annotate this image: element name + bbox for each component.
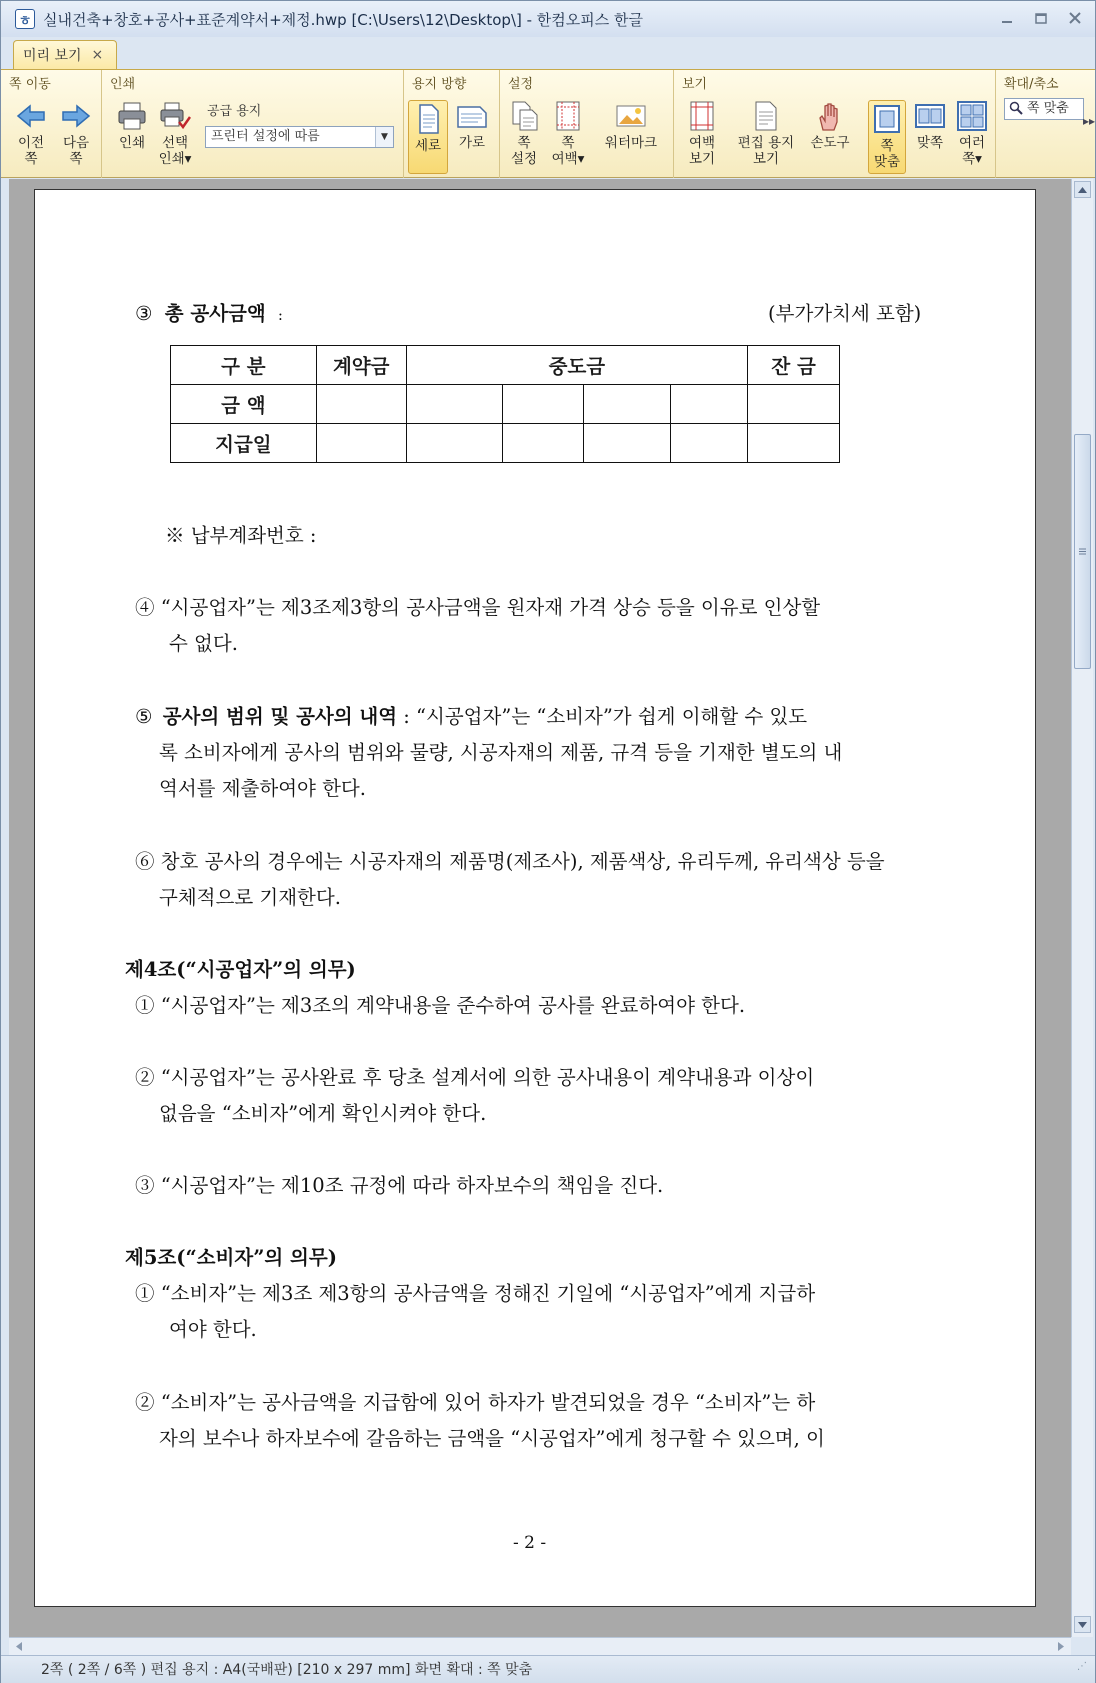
multi-page-button[interactable] — [952, 100, 992, 167]
scroll-thumb[interactable] — [1074, 434, 1091, 669]
portrait-page-icon — [412, 103, 444, 135]
article-5-1-line-2: 여야 한다. — [169, 1318, 257, 1341]
document-page — [34, 189, 1036, 1607]
minimize-button[interactable] — [995, 7, 1019, 29]
clause-3-3-line — [135, 298, 283, 326]
preview-ribbon — [1, 69, 1095, 178]
table-header-cell: 잔 금 — [748, 346, 840, 385]
account-number-note: ※ 납부계좌번호 : — [165, 524, 317, 547]
table-cell — [502, 385, 584, 424]
multi-page-label-2: 쪽▾ — [962, 151, 982, 167]
article-5-2-line-2: 자의 보수나 하자보수에 갈음하는 금액을 “시공업자”에게 청구할 수 있으며, 이 — [159, 1427, 825, 1450]
page-setup-icon — [508, 100, 540, 132]
paper-supply-select[interactable] — [205, 126, 394, 148]
print-label: 인쇄 — [118, 135, 146, 151]
grip-lines-icon — [1078, 547, 1087, 556]
horizontal-scrollbar[interactable] — [9, 1637, 1071, 1655]
multi-page-label-1: 여러 — [958, 135, 986, 151]
status-text: 2쪽 ( 2쪽 / 6쪽 ) 편집 용지 : A4(국배판) [210 x 297 mm] 화면 확대 : 쪽 맞춤 — [41, 1662, 533, 1678]
table-cell — [671, 385, 748, 424]
table-cell — [584, 424, 671, 463]
clause-3-5-line-2: 록 소비자에게 공사의 범위와 물량, 시공자재의 제품, 규격 등을 기재한 별도의 내 — [159, 741, 843, 764]
scroll-down-button[interactable] — [1074, 1616, 1091, 1633]
tab-bar — [1, 37, 1095, 69]
item5-title: 공사의 범위 및 공사의 내역 — [162, 705, 398, 728]
item5-number: ⑤ — [135, 705, 153, 728]
next-label-2: 쪽 — [69, 151, 83, 167]
clause-3-6-line-2: 구체적으로 기재한다. — [159, 886, 341, 909]
item3-title: 총 공사금액 — [164, 302, 266, 325]
payment-table — [170, 345, 840, 463]
facing-pages-label: 맞쪽 — [916, 135, 944, 151]
group-view — [674, 70, 996, 178]
maximize-icon — [1034, 11, 1048, 25]
group-title-view: 보기 — [682, 77, 708, 92]
landscape-page-icon — [456, 100, 488, 132]
table-row — [171, 385, 840, 424]
group-settings — [500, 70, 674, 178]
facing-pages-button[interactable] — [910, 100, 950, 151]
ribbon-overflow-button[interactable]: ▸▸ — [1082, 114, 1095, 128]
row-label-payment-date: 지급일 — [171, 424, 317, 463]
scroll-left-button[interactable] — [11, 1639, 27, 1654]
group-page-nav — [1, 70, 102, 178]
page-number: - 2 - — [513, 1533, 547, 1553]
tab-close-button[interactable]: × — [91, 47, 104, 63]
table-header-cell: 구 분 — [171, 346, 317, 385]
vat-included-note: (부가가치세 포함) — [768, 302, 922, 325]
select-print-button[interactable] — [154, 100, 196, 167]
page-margin-icon — [552, 100, 584, 132]
maximize-button[interactable] — [1029, 7, 1053, 29]
article-4-heading: 제4조(“시공업자”의 의무) — [125, 958, 356, 981]
next-label-1: 다음 — [62, 135, 90, 151]
close-icon — [1068, 11, 1082, 25]
table-header-cell: 계약금 — [316, 346, 406, 385]
table-cell — [502, 424, 584, 463]
group-title-orientation: 용지 방향 — [412, 77, 467, 92]
arrow-left-small-icon — [16, 1642, 22, 1651]
edit-paper-view-button[interactable] — [726, 100, 806, 167]
hand-tool-button[interactable] — [802, 100, 858, 151]
prev-label-2: 쪽 — [24, 151, 38, 167]
clause-3-5-line-3: 역서를 제출하여야 한다. — [159, 777, 366, 800]
fit-page-label-2: 맞춤 — [873, 154, 901, 170]
table-row — [171, 424, 840, 463]
edit-paper-label-1: 편집 용지 — [737, 135, 795, 151]
article-4-2-line-2: 없음을 “소비자”에게 확인시켜야 한다. — [159, 1102, 487, 1125]
window-controls — [995, 7, 1087, 29]
arrow-up-icon — [1078, 187, 1087, 193]
article-4-3: ③ “시공업자”는 제10조 규정에 따라 하자보수의 책임을 진다. — [135, 1174, 664, 1197]
print-button[interactable] — [112, 100, 152, 151]
group-orientation — [404, 70, 500, 178]
page-margin-label-2: 여백▾ — [551, 151, 585, 167]
group-title-settings: 설정 — [508, 77, 534, 92]
close-window-button[interactable] — [1063, 7, 1087, 29]
vertical-scrollbar[interactable] — [1071, 179, 1093, 1637]
landscape-button[interactable] — [451, 100, 493, 151]
article-5-heading: 제5조(“소비자”의 의무) — [125, 1246, 337, 1269]
group-print — [102, 70, 404, 178]
resize-grip-icon[interactable]: ⋰ — [1077, 1661, 1087, 1672]
watermark-label: 워터마크 — [604, 135, 658, 151]
portrait-button[interactable] — [408, 100, 448, 174]
fit-page-button[interactable] — [868, 100, 906, 174]
article-5-1-line-1: ① “소비자”는 제3조 제3항의 공사금액을 정해진 기일에 “시공업자”에게 지급하 — [135, 1282, 816, 1305]
minimize-icon — [1000, 11, 1014, 25]
paper-supply-value: 프린터 설정에 따름 — [211, 129, 320, 144]
select-print-label-1: 선택 — [161, 135, 189, 151]
table-cell — [748, 385, 840, 424]
select-print-label-2: 인쇄▾ — [158, 151, 192, 167]
arrow-right-small-icon — [1058, 1642, 1064, 1651]
status-bar — [1, 1655, 1095, 1683]
scroll-right-button[interactable] — [1053, 1639, 1069, 1654]
fit-page-label-1: 쪽 — [880, 138, 894, 154]
table-cell — [316, 385, 406, 424]
portrait-label: 세로 — [414, 138, 442, 154]
group-title-page-nav: 쪽 이동 — [9, 77, 51, 92]
preview-viewport[interactable] — [9, 179, 1071, 1637]
show-margin-label-1: 여백 — [688, 135, 716, 151]
facing-pages-icon — [914, 100, 946, 132]
fit-page-icon — [871, 103, 903, 135]
table-cell — [671, 424, 748, 463]
clause-3-5-line-1 — [135, 701, 807, 729]
group-zoom — [996, 70, 1096, 178]
document-page-icon — [750, 100, 782, 132]
row-label-amount: 금 액 — [171, 385, 317, 424]
table-cell — [406, 385, 502, 424]
show-margin-button[interactable] — [682, 100, 722, 167]
watermark-image-icon — [615, 100, 647, 132]
item5-rest: : “시공업자”는 “소비자”가 쉽게 이해할 수 있도 — [397, 705, 808, 728]
table-header-cell: 중도금 — [406, 346, 747, 385]
next-page-button[interactable] — [56, 100, 96, 167]
zoom-value: 쪽 맞춤 — [1027, 101, 1069, 116]
item3-colon: : — [277, 306, 283, 324]
group-title-zoom: 확대/축소 — [1004, 77, 1059, 92]
show-margin-icon — [686, 100, 718, 132]
edit-paper-label-2: 보기 — [752, 151, 780, 167]
search-icon — [1009, 101, 1023, 115]
watermark-button[interactable] — [598, 100, 664, 151]
table-cell — [584, 385, 671, 424]
arrow-down-icon — [1078, 1622, 1087, 1628]
clause-3-6-line-1: ⑥ 창호 공사의 경우에는 시공자재의 제품명(제조사), 제품색상, 유리두께, 유리색상 등을 — [135, 850, 885, 873]
table-cell — [316, 424, 406, 463]
select-print-icon — [159, 100, 191, 132]
table-header-row — [171, 346, 840, 385]
window-title: 실내건축+창호+공사+표준계약서+제정.hwp [C:\Users\12\Desktop\] - 한컴오피스 한글 — [43, 10, 644, 29]
hand-tool-icon — [814, 100, 846, 132]
tab-preview[interactable] — [13, 40, 117, 69]
tab-label: 미리 보기 — [23, 48, 82, 64]
clause-3-4-line-1: ④ “시공업자”는 제3조제3항의 공사금액을 원자재 가격 상승 등을 이유로 인상할 — [135, 596, 821, 619]
page-margin-button[interactable] — [546, 100, 590, 167]
scroll-up-button[interactable] — [1074, 181, 1091, 198]
title-bar — [1, 1, 1095, 37]
page-setup-button[interactable] — [506, 100, 542, 167]
page-setup-label-2: 설정 — [510, 151, 538, 167]
hand-tool-label: 손도구 — [810, 135, 850, 151]
printer-icon — [116, 100, 148, 132]
arrow-left-icon — [15, 100, 47, 132]
table-cell — [406, 424, 502, 463]
hangul-app-icon: ㅎ — [15, 9, 35, 29]
zoom-select[interactable] — [1004, 98, 1084, 120]
table-cell — [748, 424, 840, 463]
chevron-down-icon[interactable]: ▼ — [375, 127, 393, 147]
item3-number: ③ — [135, 302, 153, 325]
prev-page-button[interactable] — [11, 100, 51, 167]
multi-page-icon — [956, 100, 988, 132]
article-4-2-line-1: ② “시공업자”는 공사완료 후 당초 설계서에 의한 공사내용이 계약내용과 이상이 — [135, 1066, 815, 1089]
show-margin-label-2: 보기 — [688, 151, 716, 167]
paper-supply-label: 공급 용지 — [207, 104, 262, 119]
article-4-1: ① “시공업자”는 제3조의 계약내용을 준수하여 공사를 완료하여야 한다. — [135, 994, 746, 1017]
prev-label-1: 이전 — [17, 135, 45, 151]
page-setup-label-1: 쪽 — [517, 135, 531, 151]
clause-3-4-line-2: 수 없다. — [169, 632, 238, 655]
landscape-label: 가로 — [458, 135, 486, 151]
page-margin-label-1: 쪽 — [561, 135, 575, 151]
article-5-2-line-1: ② “소비자”는 공사금액을 지급함에 있어 하자가 발견되었을 경우 “소비자”는 하 — [135, 1391, 816, 1414]
group-title-print: 인쇄 — [110, 77, 136, 92]
arrow-right-icon — [60, 100, 92, 132]
